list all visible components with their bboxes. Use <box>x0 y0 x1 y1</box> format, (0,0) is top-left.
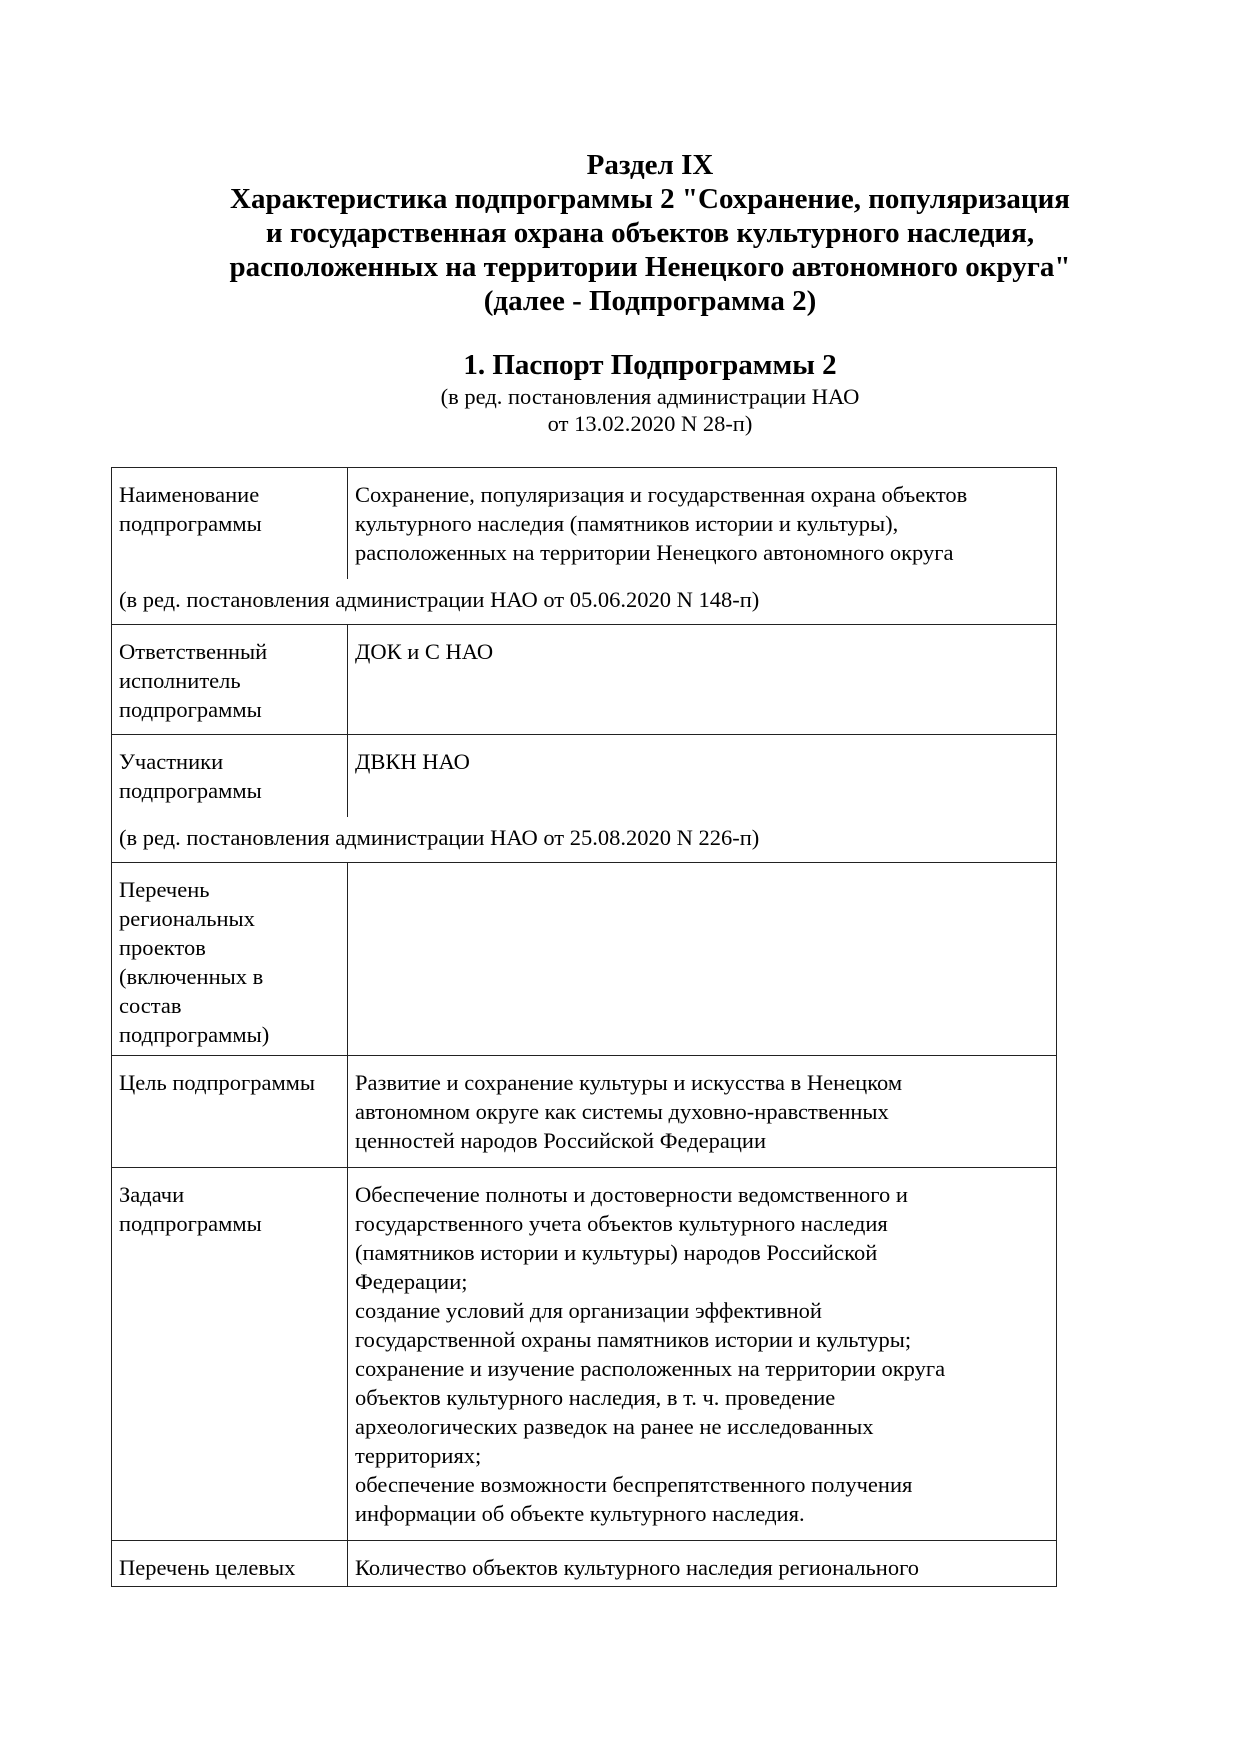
row-label <box>112 1168 348 1541</box>
value-line: культурного наследия (памятников истории и культуры), <box>355 511 899 536</box>
section-title-line: расположенных на территории Ненецкого автономного округа" <box>229 251 1071 283</box>
section-title-line: Характеристика подпрограммы 2 "Сохранение, популяризация <box>230 183 1070 215</box>
table-row-participants <box>112 735 1057 818</box>
value-line: (памятников истории и культуры) народов Российской <box>355 1240 878 1265</box>
value-line: Развитие и сохранение культуры и искусства в Ненецком <box>355 1070 903 1095</box>
value-line: Сохранение, популяризация и государственная охрана объектов <box>355 482 968 507</box>
label-line: Задачи <box>119 1182 185 1207</box>
row-label <box>112 863 348 1056</box>
amendment-note-line: (в ред. постановления администрации НАО <box>440 384 860 409</box>
row-value-empty <box>348 863 1057 1056</box>
value-line: археологических разведок на ранее не исследованных <box>355 1414 874 1439</box>
value-line: информации об объекте культурного наследия. <box>355 1501 805 1526</box>
value-line: объектов культурного наследия, в т. ч. проведение <box>355 1385 836 1410</box>
label-line: подпрограммы <box>119 697 262 722</box>
label-line: Наименование <box>119 482 260 507</box>
label-line: проектов <box>119 935 206 960</box>
row-value <box>348 468 1057 580</box>
amendment-note-line: от 13.02.2020 N 28-п) <box>547 411 753 436</box>
value-line: ценностей народов Российской Федерации <box>355 1128 766 1153</box>
value-line: территориях; <box>355 1443 482 1468</box>
value-line: создание условий для организации эффективной <box>355 1298 822 1323</box>
value-line: обеспечение возможности беспрепятственного получения <box>355 1472 913 1497</box>
value-line: сохранение и изучение расположенных на территории округа <box>355 1356 946 1381</box>
table-row-regional-projects <box>112 863 1057 1056</box>
value-line: Обеспечение полноты и достоверности ведомственного и <box>355 1182 908 1207</box>
section-title-line: (далее - Подпрограмма 2) <box>483 285 817 317</box>
passport-amendment-note <box>150 383 1150 437</box>
label-line: Перечень целевых <box>119 1555 296 1580</box>
row-label <box>112 468 348 580</box>
value-line: автономном округе как системы духовно-нравственных <box>355 1099 889 1124</box>
label-line: исполнитель <box>119 668 241 693</box>
row-value <box>348 735 1057 818</box>
table-row-tasks <box>112 1168 1057 1541</box>
value-line: расположенных на территории Ненецкого автономного округа <box>355 540 954 565</box>
value-line: государственного учета объектов культурного наследия <box>355 1211 888 1236</box>
label-line: Цель подпрограммы <box>119 1070 316 1095</box>
row-label <box>112 1056 348 1168</box>
label-line: подпрограммы <box>119 778 262 803</box>
row-label <box>112 1541 348 1587</box>
label-line: (включенных в <box>119 964 264 989</box>
section-number: Раздел IX <box>586 149 714 181</box>
value-line: Количество объектов культурного наследия регионального <box>355 1555 920 1580</box>
label-line: Участники <box>119 749 224 774</box>
row-value <box>348 1541 1057 1587</box>
value-line: Федерации; <box>355 1269 468 1294</box>
row-value <box>348 1168 1057 1541</box>
value-line: государственной охраны памятников истории и культуры; <box>355 1327 912 1352</box>
table-row-goal <box>112 1056 1057 1168</box>
table-row-name <box>112 468 1057 580</box>
label-line: подпрограммы) <box>119 1022 270 1047</box>
value-line: ДВКН НАО <box>355 749 470 774</box>
label-line: Ответственный <box>119 639 268 664</box>
table-row-amendment <box>112 579 1057 625</box>
amendment-note: (в ред. постановления администрации НАО от 25.08.2020 N 226-п) <box>112 817 1057 863</box>
label-line: состав <box>119 993 182 1018</box>
label-line: подпрограммы <box>119 511 262 536</box>
section-title-line: и государственная охрана объектов культурного наследия, <box>265 217 1035 249</box>
label-line: региональных <box>119 906 255 931</box>
table-row-target-indicators <box>112 1541 1057 1587</box>
passport-table <box>111 467 1057 1587</box>
row-label <box>112 625 348 735</box>
table-row-responsible <box>112 625 1057 735</box>
row-value <box>348 625 1057 735</box>
row-value <box>348 1056 1057 1168</box>
label-line: подпрограммы <box>119 1211 262 1236</box>
label-line: Перечень <box>119 877 210 902</box>
passport-title: 1. Паспорт Подпрограммы 2 <box>463 349 837 381</box>
section-heading <box>150 148 1150 318</box>
row-label <box>112 735 348 818</box>
amendment-note: (в ред. постановления администрации НАО от 05.06.2020 N 148-п) <box>112 579 1057 625</box>
table-row-amendment <box>112 817 1057 863</box>
value-line: ДОК и С НАО <box>355 639 494 664</box>
